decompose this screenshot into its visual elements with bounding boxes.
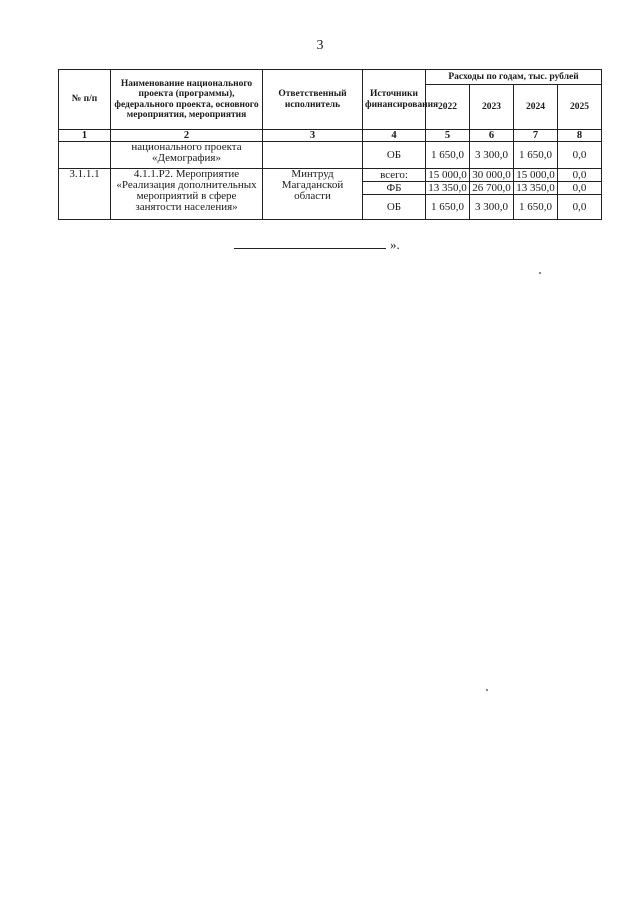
- header-year: 2025: [558, 85, 602, 130]
- table-row: [59, 142, 602, 169]
- row-source-cell: всего:: [363, 169, 426, 182]
- row-executor-cell: Минтруд Магаданской области: [263, 169, 363, 220]
- header-executor: Ответственный исполнитель: [263, 70, 363, 130]
- column-number: 1: [59, 130, 111, 142]
- column-number: 6: [470, 130, 514, 142]
- row-name-cell: 4.1.1.Р2. Мероприятие «Реализация дополнительных мероприятий в сфере занятости населения»: [111, 169, 263, 220]
- header-expenses: Расходы по годам, тыс. рублей: [426, 70, 602, 85]
- header-sources: Источники финансирования: [363, 70, 426, 130]
- row-source-cell: ОБ: [363, 142, 426, 169]
- row-value-cell: 1 650,0: [426, 142, 470, 169]
- scan-speck: [539, 272, 541, 274]
- page-number: 3: [316, 38, 324, 53]
- column-number: 7: [514, 130, 558, 142]
- header-year: 2023: [470, 85, 514, 130]
- signature-underline: [234, 238, 386, 249]
- column-number: 2: [111, 130, 263, 142]
- column-number: 3: [263, 130, 363, 142]
- row-executor-cell: [263, 142, 363, 169]
- column-number: 5: [426, 130, 470, 142]
- row-value-cell: 1 650,0: [514, 142, 558, 169]
- row-value-cell: 13 350,0: [426, 182, 470, 195]
- row-value-cell: 15 000,0: [426, 169, 470, 182]
- row-value-cell: 30 000,0: [470, 169, 514, 182]
- row-value-cell: 1 650,0: [514, 195, 558, 220]
- header-year: 2024: [514, 85, 558, 130]
- column-number: 4: [363, 130, 426, 142]
- row-value-cell: 26 700,0: [470, 182, 514, 195]
- column-number: 8: [558, 130, 602, 142]
- header-num: № п/п: [59, 70, 111, 130]
- row-source-cell: ОБ: [363, 195, 426, 220]
- closing-quote: ».: [390, 237, 400, 252]
- row-value-cell: 0,0: [558, 195, 602, 220]
- row-value-cell: 15 000,0: [514, 169, 558, 182]
- table-row: [59, 169, 602, 182]
- budget-table: [58, 69, 602, 220]
- header-name: Наименование национального проекта (программы), федерального проекта, основного мероприятия, мероприятия: [111, 70, 263, 130]
- row-value-cell: 3 300,0: [470, 195, 514, 220]
- row-num-cell: 3.1.1.1: [59, 169, 111, 220]
- row-value-cell: 0,0: [558, 142, 602, 169]
- row-value-cell: 13 350,0: [514, 182, 558, 195]
- row-value-cell: 0,0: [558, 169, 602, 182]
- header-year: 2022: [426, 85, 470, 130]
- row-value-cell: 0,0: [558, 182, 602, 195]
- row-source-cell: ФБ: [363, 182, 426, 195]
- closing-line: [234, 237, 400, 253]
- row-num-cell: [59, 142, 111, 169]
- row-name-cell: национального проекта «Демография»: [111, 142, 263, 169]
- row-value-cell: 1 650,0: [426, 195, 470, 220]
- row-value-cell: 3 300,0: [470, 142, 514, 169]
- scan-speck: [486, 689, 488, 691]
